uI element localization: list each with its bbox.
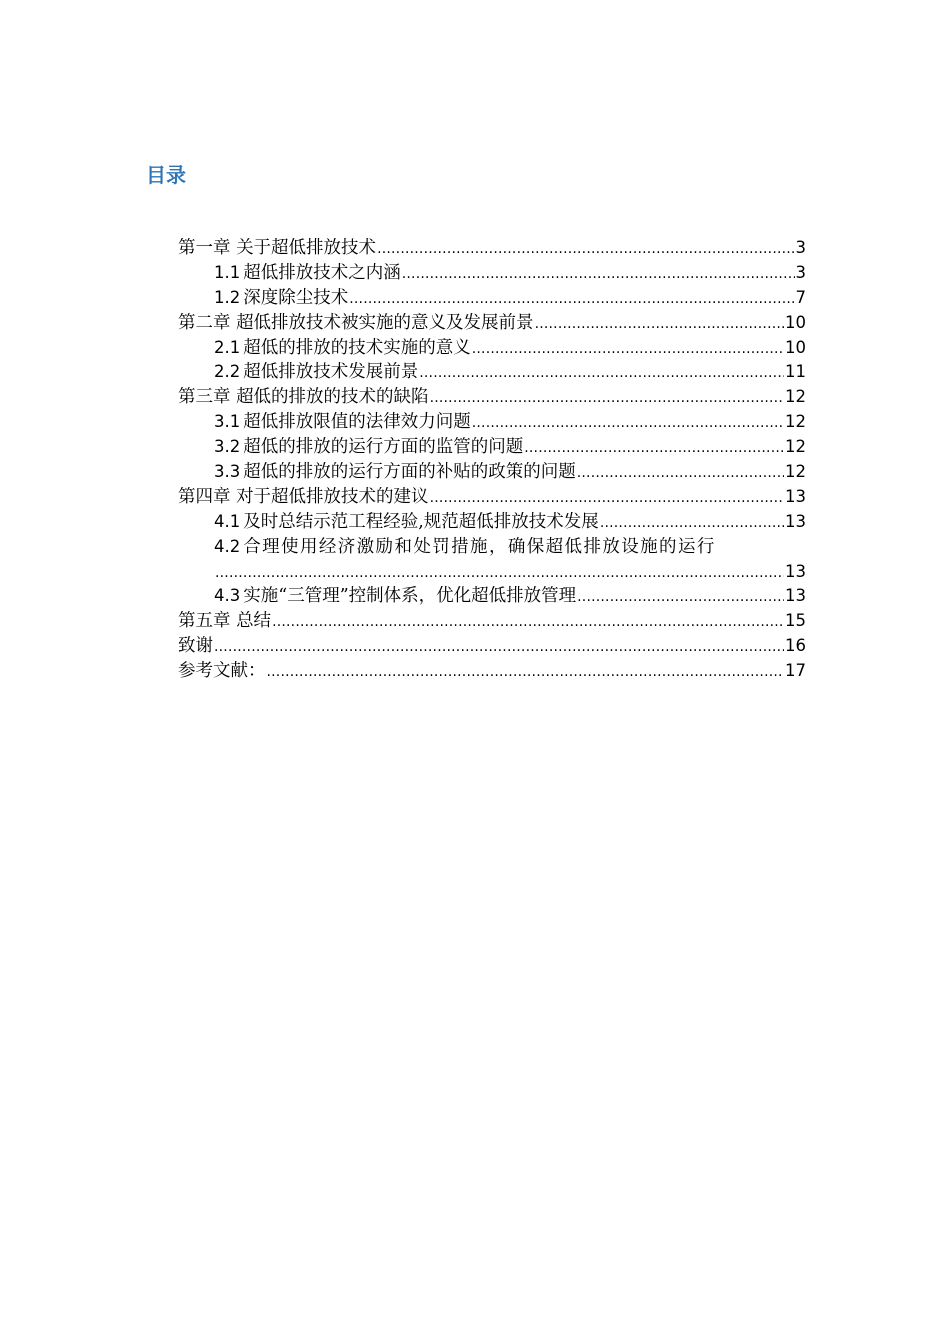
toc-entry-acknowledgements[interactable] — [178, 634, 806, 659]
toc-entry-page: 12 — [785, 387, 806, 407]
toc-entry-number: 3.3 — [214, 462, 241, 482]
toc-entry-number: 2.2 — [214, 362, 241, 382]
toc-dot-leader — [267, 660, 785, 685]
toc-entry-chapter-4[interactable] — [178, 485, 806, 510]
toc-dot-leader — [402, 262, 795, 287]
toc-entry-title: 第一章 关于超低排放技术 — [178, 238, 377, 258]
toc-entry-page: 10 — [785, 312, 806, 332]
toc-entry-page: 10 — [785, 337, 806, 357]
toc-entry-number: 4.3 — [214, 586, 241, 606]
toc-entry-page: 12 — [785, 462, 806, 482]
toc-entry-page: 16 — [785, 636, 806, 656]
toc-entry-page: 7 — [795, 287, 806, 307]
toc-dot-leader — [419, 361, 784, 386]
toc-entry-number: 1.2 — [214, 287, 241, 307]
toc-entry-title: 实施“三管理”控制体系，优化超低排放管理 — [243, 586, 577, 607]
toc-entry-page: 13 — [785, 561, 806, 581]
toc-entry-title: 参考文献： — [178, 661, 266, 682]
toc-entry-page: 3 — [795, 262, 806, 282]
toc-entry-title: 合理使用经济激励和处罚措施，确保超低排放设施的运行 — [243, 536, 716, 557]
toc-entry-page: 15 — [785, 611, 806, 631]
toc-dot-leader — [215, 561, 784, 586]
toc-entry-chapter-3[interactable] — [178, 385, 806, 410]
toc-entry-page: 11 — [785, 362, 806, 382]
toc-entry-section-3-3[interactable] — [178, 460, 806, 485]
toc-entry-title: 深度除尘技术 — [243, 287, 349, 308]
toc-entry-chapter-2[interactable] — [178, 311, 806, 336]
toc-dot-leader — [524, 436, 784, 461]
toc-entry-title: 及时总结示范工程经验,规范超低排放技术发展 — [243, 511, 599, 532]
toc-dot-leader — [349, 287, 794, 312]
toc-entry-section-4-2[interactable] — [178, 535, 806, 585]
toc-dot-leader — [430, 486, 784, 511]
toc-entry-section-3-2[interactable] — [178, 435, 806, 460]
toc-entry-section-1-1[interactable] — [178, 261, 806, 286]
toc-entry-section-2-2[interactable] — [178, 360, 806, 385]
toc-entry-title: 第五章 总结 — [178, 611, 272, 632]
toc-entry-section-2-1[interactable] — [178, 336, 806, 361]
table-of-contents — [178, 236, 806, 684]
toc-entry-section-4-1[interactable] — [178, 510, 806, 535]
toc-entry-title: 超低排放技术发展前景 — [243, 362, 419, 383]
toc-entry-line — [214, 560, 806, 585]
toc-entry-page: 12 — [785, 412, 806, 432]
toc-dot-leader — [214, 635, 784, 660]
toc-entry-page: 13 — [785, 486, 806, 506]
toc-entry-title: 第四章 对于超低排放技术的建议 — [178, 486, 429, 507]
toc-dot-leader — [272, 610, 784, 635]
toc-dot-leader — [377, 237, 794, 262]
toc-entry-page: 17 — [785, 661, 806, 681]
toc-entry-number: 4.1 — [214, 511, 241, 531]
toc-entry-references[interactable] — [178, 659, 806, 684]
toc-entry-chapter-5[interactable] — [178, 609, 806, 634]
toc-dot-leader — [535, 312, 784, 337]
toc-dot-leader — [600, 511, 784, 536]
toc-dot-leader — [472, 411, 784, 436]
toc-entry-title: 超低的排放的运行方面的监管的问题 — [243, 437, 524, 458]
toc-entry-number: 3.1 — [214, 412, 241, 432]
toc-entry-title: 超低排放限值的法律效力问题 — [243, 412, 471, 433]
toc-dot-leader — [472, 337, 784, 362]
toc-entry-number: 2.1 — [214, 337, 241, 357]
toc-entry-page: 13 — [785, 511, 806, 531]
toc-entry-title: 超低排放技术之内涵 — [243, 262, 401, 283]
toc-entry-title: 第三章 超低的排放的技术的缺陷 — [178, 387, 429, 408]
toc-dot-leader — [577, 461, 784, 486]
toc-entry-chapter-1[interactable] — [178, 236, 806, 261]
toc-entry-number: 3.2 — [214, 437, 241, 457]
toc-entry-line — [214, 535, 806, 560]
toc-dot-leader — [430, 386, 784, 411]
toc-entry-page: 12 — [785, 437, 806, 457]
toc-entry-page: 3 — [795, 238, 806, 257]
toc-entry-title: 致谢 — [178, 636, 213, 657]
toc-entry-title: 第二章 超低排放技术被实施的意义及发展前景 — [178, 312, 534, 333]
toc-entry-page: 13 — [785, 586, 806, 606]
toc-entry-number: 1.1 — [214, 262, 241, 282]
toc-entry-number: 4.2 — [214, 536, 241, 556]
toc-entry-title: 超低的排放的运行方面的补贴的政策的问题 — [243, 462, 576, 483]
toc-entry-section-3-1[interactable] — [178, 410, 806, 435]
toc-heading: 目录 — [146, 163, 186, 187]
toc-dot-leader — [577, 585, 784, 610]
toc-entry-title: 超低的排放的技术实施的意义 — [243, 337, 471, 358]
toc-entry-section-1-2[interactable] — [178, 286, 806, 311]
toc-entry-section-4-3[interactable] — [178, 584, 806, 609]
